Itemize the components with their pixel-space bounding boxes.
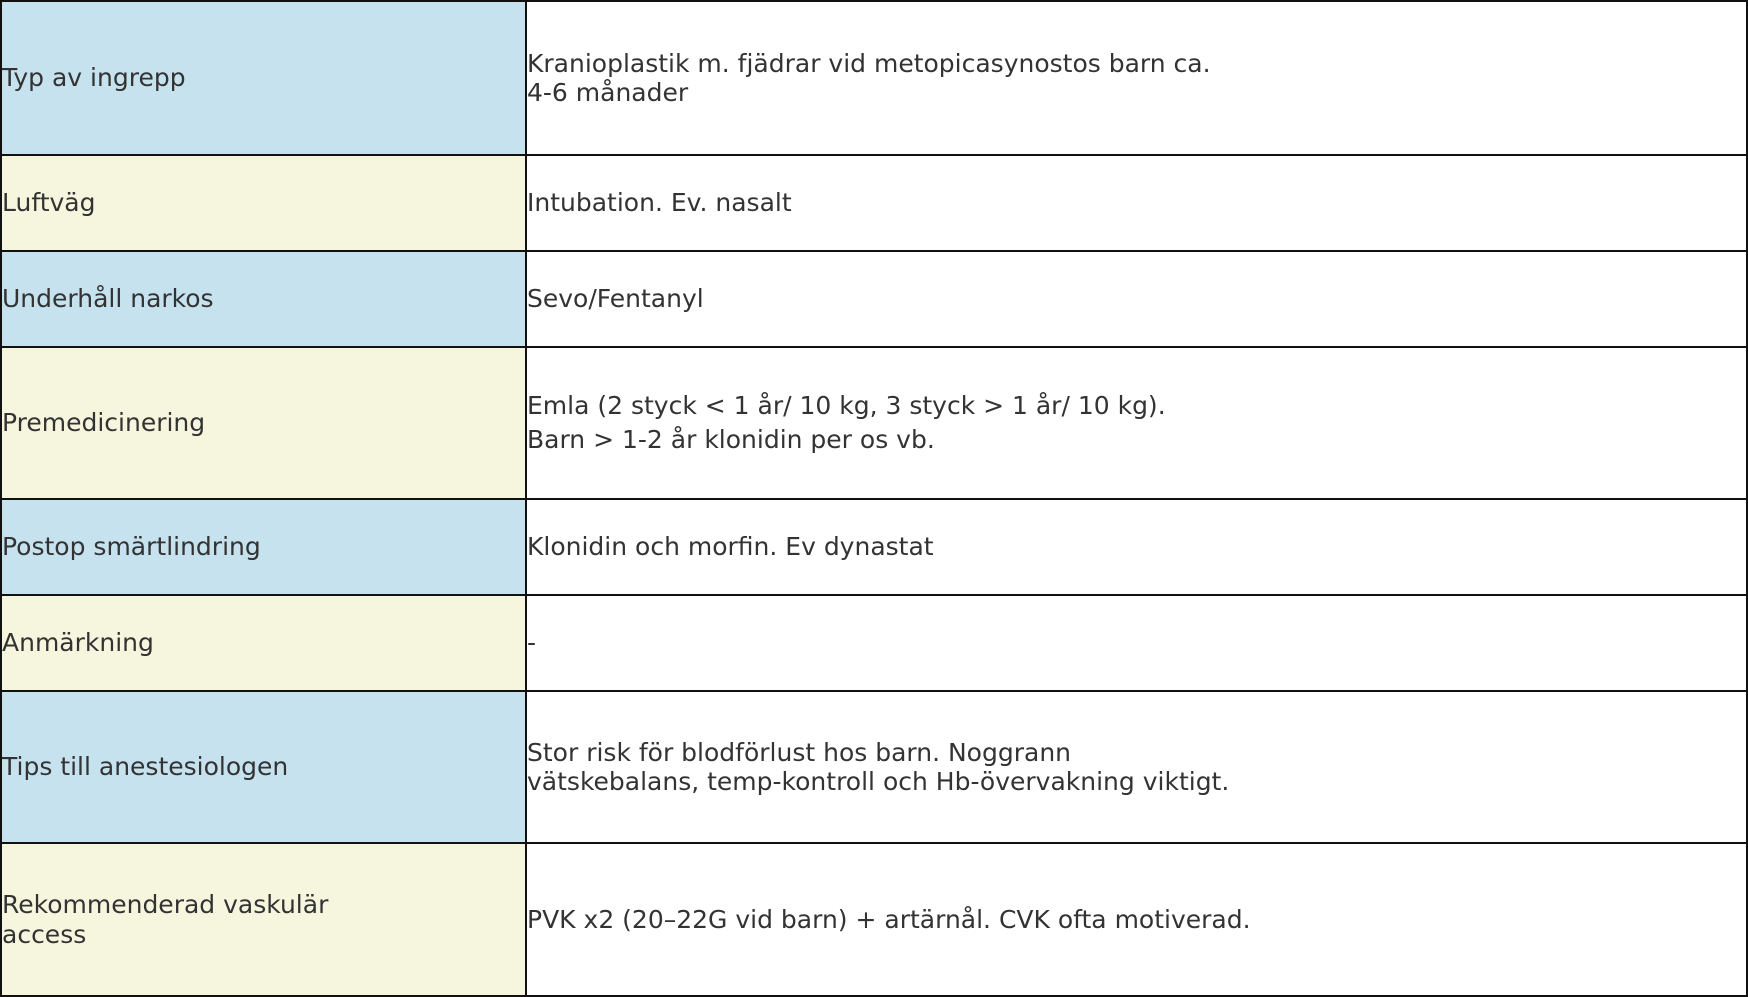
table-row <box>1 691 1747 843</box>
row-value: Klonidin och morfin. Ev dynastat <box>527 532 934 561</box>
row-value: Emla (2 styck < 1 år/ 10 kg, 3 styck > 1 år/ 10 kg). Barn > 1-2 år klonidin per os vb. <box>527 391 1166 454</box>
table-row <box>1 1 1747 155</box>
row-label-cell <box>1 347 526 499</box>
row-value: Sevo/Fentanyl <box>527 284 704 313</box>
table-row <box>1 251 1747 347</box>
row-label-cell <box>1 691 526 843</box>
row-value-cell <box>526 499 1747 595</box>
row-label: Tips till anestesiologen <box>2 752 289 781</box>
row-value-cell <box>526 251 1747 347</box>
row-label-cell <box>1 595 526 691</box>
row-label-cell <box>1 1 526 155</box>
row-label: Underhåll narkos <box>2 284 214 313</box>
row-value: Stor risk för blodförlust hos barn. Noggrann vätskebalans, temp-kontroll och Hb-övervakning viktigt. <box>527 738 1230 796</box>
row-value: - <box>527 628 537 657</box>
row-label: Luftväg <box>2 188 96 217</box>
row-value-cell <box>526 595 1747 691</box>
row-label: Rekommenderad vaskulär access <box>2 889 329 949</box>
row-value-cell <box>526 1 1747 155</box>
row-value: Intubation. Ev. nasalt <box>527 188 792 217</box>
table-row <box>1 155 1747 251</box>
row-label-cell <box>1 499 526 595</box>
table-row <box>1 595 1747 691</box>
row-value: PVK x2 (20–22G vid barn) + artärnål. CVK ofta motiverad. <box>527 904 1251 934</box>
table-row <box>1 347 1747 499</box>
row-value-cell <box>526 691 1747 843</box>
row-label-cell <box>1 251 526 347</box>
row-label: Typ av ingrepp <box>2 63 186 92</box>
row-value-cell <box>526 347 1747 499</box>
row-label-cell <box>1 843 526 996</box>
row-value-cell <box>526 843 1747 996</box>
row-value: Kranioplastik m. fjädrar vid metopicasynostos barn ca. 4-6 månader <box>527 49 1211 107</box>
row-label: Anmärkning <box>2 628 154 657</box>
row-label: Premedicinering <box>2 408 206 437</box>
row-label-cell <box>1 155 526 251</box>
row-value-cell <box>526 155 1747 251</box>
row-label: Postop smärtlindring <box>2 532 261 561</box>
table-row <box>1 843 1747 996</box>
table-row <box>1 499 1747 595</box>
